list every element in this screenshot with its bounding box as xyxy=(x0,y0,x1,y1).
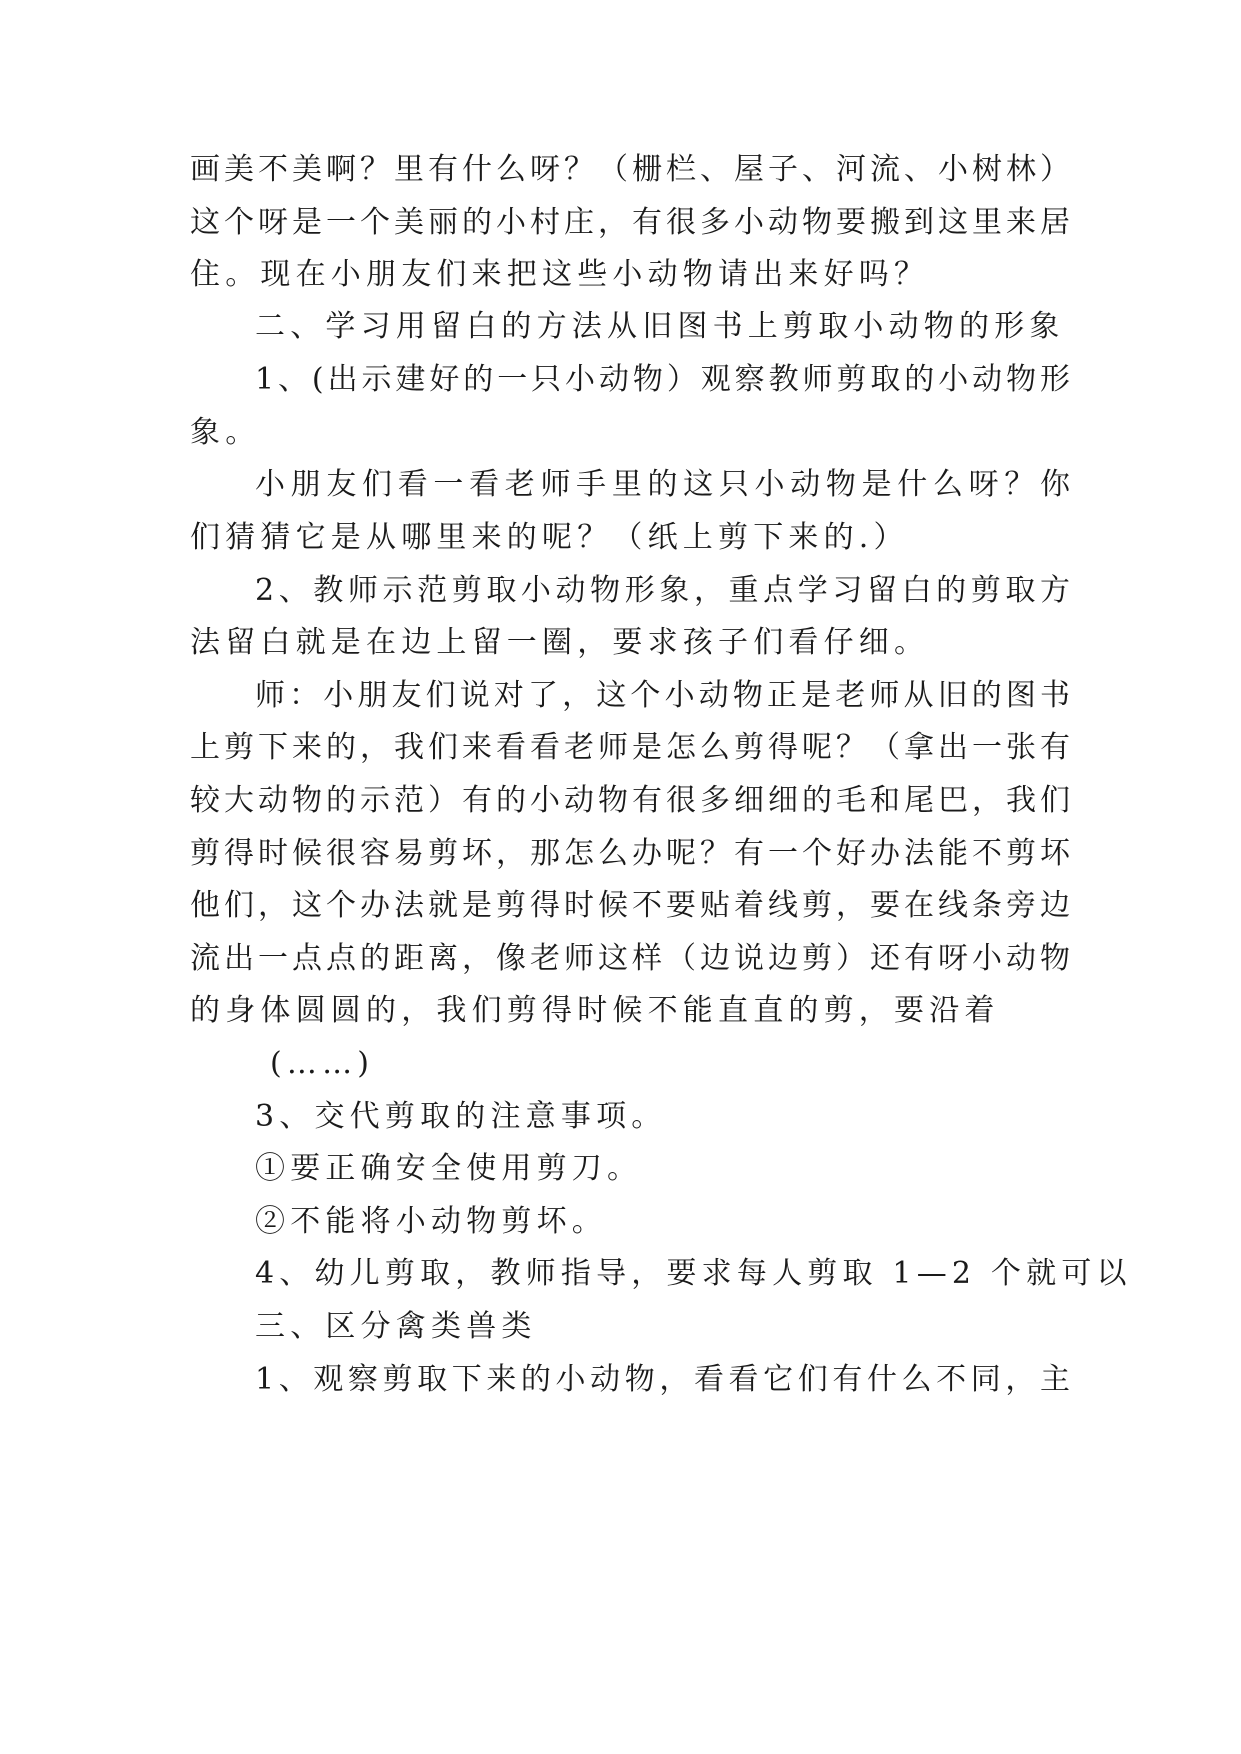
text-line: 1、观察剪取下来的小动物，看看它们有什么不同，主 xyxy=(255,1362,1070,1397)
text-line: 画美不美啊？里有什么呀？（栅栏、屋子、河流、小树林） xyxy=(190,152,1070,187)
list-item: ①要正确安全使用剪刀。 xyxy=(255,1151,643,1186)
text-line: 们猜猜它是从哪里来的呢？（纸上剪下来的.） xyxy=(190,520,909,555)
section-heading: 三、区分禽类兽类 xyxy=(255,1309,537,1344)
text-line: 象。 xyxy=(190,415,261,450)
section-heading: 二、学习用留白的方法从旧图书上剪取小动物的形象 xyxy=(255,309,1065,344)
text-line: 住。现在小朋友们来把这些小动物请出来好吗？ xyxy=(190,257,930,292)
text-line: 4、幼儿剪取，教师指导，要求每人剪取 1—2 个就可以 xyxy=(255,1256,1132,1291)
text-line: 师：小朋友们说对了，这个小动物正是老师从旧的图书 xyxy=(255,678,1070,713)
text-line: 他们，这个办法就是剪得时候不要贴着线剪，要在线条旁边 xyxy=(190,888,1070,923)
list-item: ②不能将小动物剪坏。 xyxy=(255,1204,607,1239)
text-line: 流出一点点的距离，像老师这样（边说边剪）还有呀小动物 xyxy=(190,941,1070,976)
ellipsis-line: (……) xyxy=(270,1046,375,1081)
text-line: 这个呀是一个美丽的小村庄，有很多小动物要搬到这里来居 xyxy=(190,205,1070,240)
text-line: 小朋友们看一看老师手里的这只小动物是什么呀？你 xyxy=(255,467,1070,502)
text-line: 3、交代剪取的注意事项。 xyxy=(255,1099,667,1134)
text-line: 剪得时候很容易剪坏，那怎么办呢？有一个好办法能不剪坏 xyxy=(190,836,1070,871)
text-line: 的身体圆圆的，我们剪得时候不能直直的剪，要沿着 xyxy=(190,993,1000,1028)
text-line: 1、(出示建好的一只小动物）观察教师剪取的小动物形 xyxy=(255,362,1070,397)
text-line: 上剪下来的，我们来看看老师是怎么剪得呢？（拿出一张有 xyxy=(190,730,1070,765)
text-line: 较大动物的示范）有的小动物有很多细细的毛和尾巴，我们 xyxy=(190,783,1070,818)
text-line: 法留白就是在边上留一圈，要求孩子们看仔细。 xyxy=(190,625,930,660)
text-line: 2、教师示范剪取小动物形象，重点学习留白的剪取方 xyxy=(255,573,1070,608)
